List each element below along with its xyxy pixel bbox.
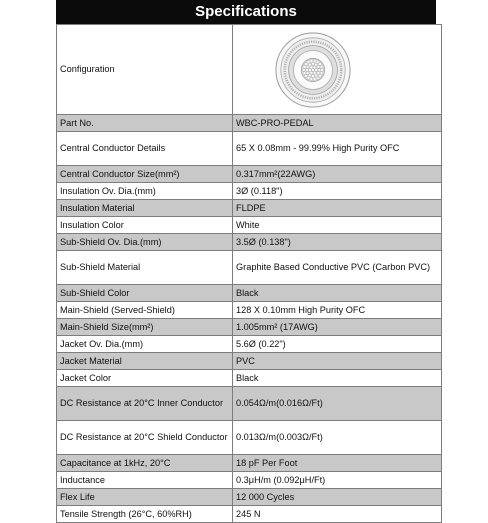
table-row — [57, 387, 442, 421]
row-label: Inductance — [57, 472, 233, 489]
conductor-strand — [321, 68, 324, 71]
conductor-strand — [313, 59, 316, 62]
conductor-strand — [305, 68, 308, 71]
row-value: WBC-PRO-PEDAL — [233, 115, 442, 132]
row-label: Insulation Ov. Dia.(mm) — [57, 183, 233, 200]
row-value: 0.317mm²(22AWG) — [233, 166, 442, 183]
row-value: Black — [233, 370, 442, 387]
conductor-strand — [313, 71, 316, 74]
table-row — [57, 217, 442, 234]
conductor-strand — [308, 73, 311, 76]
table-row — [57, 506, 442, 523]
row-value: PVC — [233, 353, 442, 370]
conductor-strand — [312, 68, 315, 71]
row-value: 12 000 Cycles — [233, 489, 442, 506]
conductor-strand — [317, 71, 320, 74]
conductor-strand — [310, 65, 313, 68]
row-label: Flex Life — [57, 489, 233, 506]
row-label: Jacket Ov. Dia.(mm) — [57, 336, 233, 353]
table-row — [57, 336, 442, 353]
row-value: 3.5Ø (0.138") — [233, 234, 442, 251]
conductor-strand — [307, 76, 310, 79]
table-row — [57, 472, 442, 489]
conductor-strand — [307, 60, 310, 63]
table-row — [57, 166, 442, 183]
row-value: Black — [233, 285, 442, 302]
table-row — [57, 200, 442, 217]
conductor-strand — [310, 77, 313, 80]
conductor-strand — [313, 77, 316, 80]
conductor-strand — [302, 68, 305, 71]
configuration-cell — [233, 25, 442, 115]
row-value: 65 X 0.08mm - 99.99% High Purity OFC — [233, 132, 442, 166]
table-row — [57, 370, 442, 387]
row-label: Sub-Shield Ov. Dia.(mm) — [57, 234, 233, 251]
conductor-strand — [315, 63, 318, 66]
conductor-strand — [308, 63, 311, 66]
table-row — [57, 115, 442, 132]
table-row — [57, 285, 442, 302]
row-label: Insulation Material — [57, 200, 233, 217]
table-row — [57, 25, 442, 115]
conductor-strand — [305, 74, 308, 77]
row-value: 3Ø (0.118") — [233, 183, 442, 200]
conductor-strand — [313, 65, 316, 68]
row-value: 128 X 0.10mm High Purity OFC — [233, 302, 442, 319]
row-value: FLDPE — [233, 200, 442, 217]
conductor-strand — [312, 62, 315, 65]
row-value: Graphite Based Conductive PVC (Carbon PVC) — [233, 251, 442, 285]
conductor-strand — [319, 62, 322, 65]
conductor-strand — [312, 74, 315, 77]
table-row — [57, 132, 442, 166]
row-value: 245 N — [233, 506, 442, 523]
table-row — [57, 353, 442, 370]
conductor-strand — [306, 71, 309, 74]
row-label: DC Resistance at 20°C Shield Conductor — [57, 421, 233, 455]
conductor-strand — [316, 60, 319, 63]
row-value: 1.005mm² (17AWG) — [233, 319, 442, 336]
row-label: Main-Shield (Served-Shield) — [57, 302, 233, 319]
row-label: Central Conductor Details — [57, 132, 233, 166]
table-row — [57, 251, 442, 285]
table-row — [57, 183, 442, 200]
specifications-table — [56, 24, 442, 523]
conductor-strand — [305, 62, 308, 65]
table-row — [57, 489, 442, 506]
row-label: Jacket Color — [57, 370, 233, 387]
conductor-strand — [316, 76, 319, 79]
conductor-strand — [306, 65, 309, 68]
conductor-strand — [308, 68, 311, 71]
table-row — [57, 421, 442, 455]
table-row — [57, 302, 442, 319]
row-label: Jacket Material — [57, 353, 233, 370]
row-value: 5.6Ø (0.22") — [233, 336, 442, 353]
page-title: Specifications — [56, 0, 436, 24]
conductor-strand — [315, 68, 318, 71]
row-value: White — [233, 217, 442, 234]
row-label: Capacitance at 1kHz, 20°C — [57, 455, 233, 472]
table-row — [57, 234, 442, 251]
table-row — [57, 319, 442, 336]
row-label: Insulation Color — [57, 217, 233, 234]
row-value: 0.013Ω/m(0.003Ω/Ft) — [233, 421, 442, 455]
row-label: Tensile Strength (26°C, 60%RH) — [57, 506, 233, 523]
row-label: DC Resistance at 20°C Inner Conductor — [57, 387, 233, 421]
row-value: 18 pF Per Foot — [233, 455, 442, 472]
row-label: Part No. — [57, 115, 233, 132]
conductor-strand — [320, 65, 323, 68]
row-label: Configuration — [57, 25, 233, 115]
row-label: Sub-Shield Color — [57, 285, 233, 302]
conductor-strand — [310, 59, 313, 62]
row-label: Main-Shield Size(mm²) — [57, 319, 233, 336]
conductor-strand — [315, 73, 318, 76]
row-label: Sub-Shield Material — [57, 251, 233, 285]
row-value: 0.054Ω/m(0.016Ω/Ft) — [233, 387, 442, 421]
conductor-strand — [317, 65, 320, 68]
conductor-strand — [318, 68, 321, 71]
conductor-strand — [319, 74, 322, 77]
conductor-strand — [320, 71, 323, 74]
conductor-strand — [310, 71, 313, 74]
table-row — [57, 455, 442, 472]
row-label: Central Conductor Size(mm²) — [57, 166, 233, 183]
cable-cross-section-icon — [274, 31, 352, 109]
conductor-strand — [303, 65, 306, 68]
row-value: 0.3μH/m (0.092μH/Ft) — [233, 472, 442, 489]
conductor-strand — [303, 71, 306, 74]
